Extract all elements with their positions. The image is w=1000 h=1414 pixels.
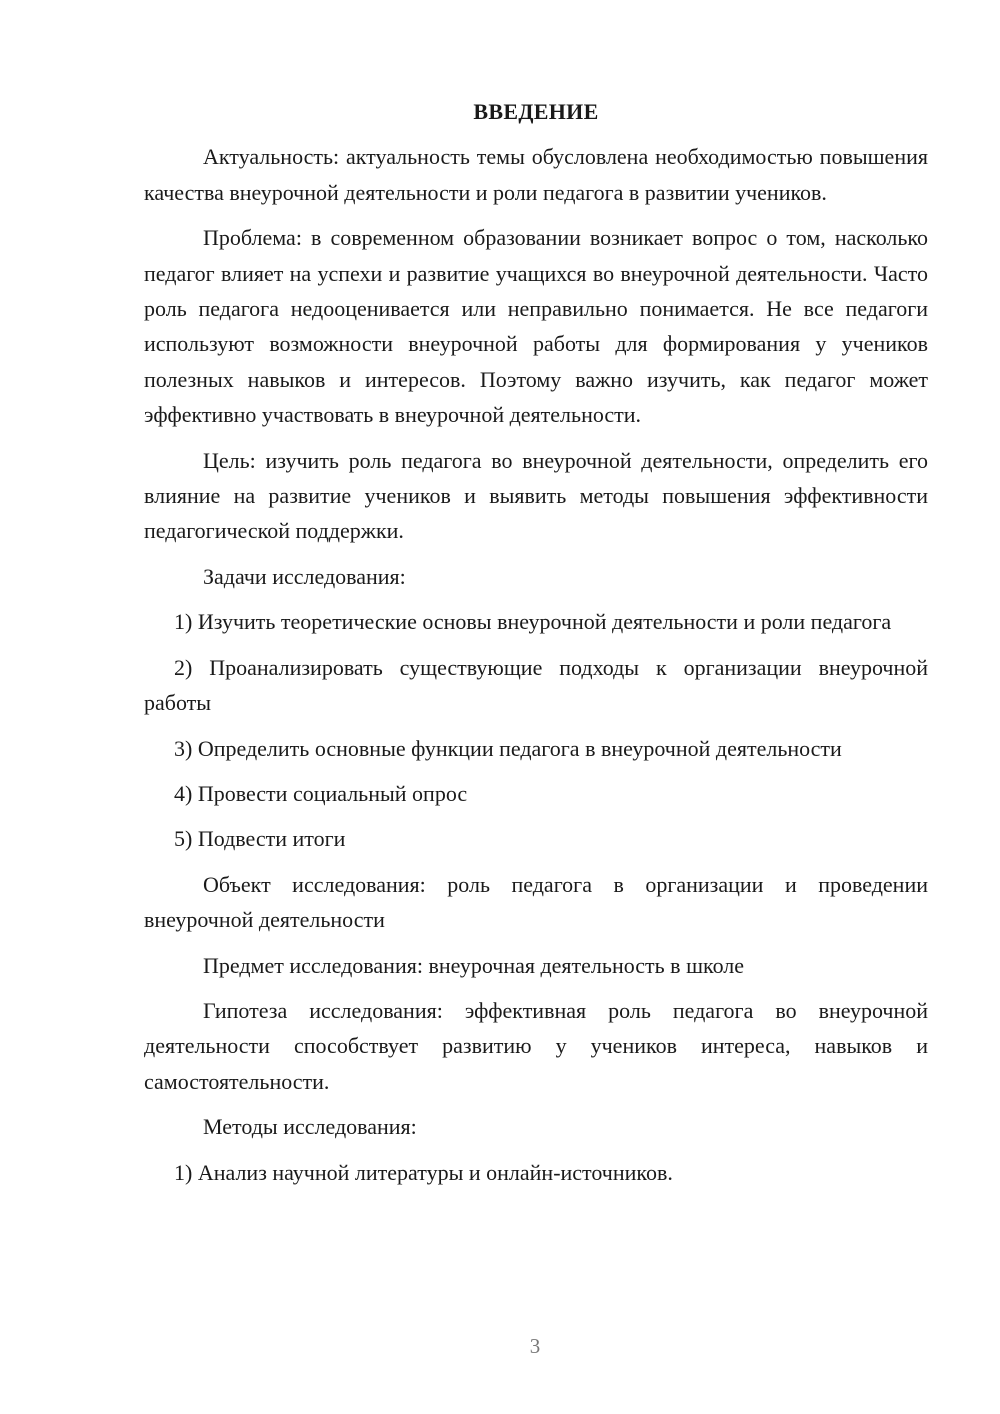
page-content bbox=[144, 94, 928, 1200]
task-item: 5) Подвести итоги bbox=[174, 826, 346, 852]
section-title: ВВЕДЕНИЕ bbox=[473, 99, 599, 124]
tasks-heading: Задачи исследования: bbox=[203, 563, 406, 589]
task-item: 1) Изучить теоретические основы внеурочной деятельности и роли педагога bbox=[174, 609, 892, 635]
hypothesis-paragraph: Гипотеза исследования: эффективная роль педагога во внеурочной деятельности способствует развитию у учеников интереса, навыков и самостоятельности. bbox=[144, 997, 928, 1094]
goal-paragraph: Цель: изучить роль педагога во внеурочной деятельности, определить его влияние на развитие учеников и выявить методы повышения эффективности педагогической поддержки. bbox=[144, 447, 928, 544]
task-item: 2) Проанализировать существующие подходы к организации внеурочной работы bbox=[144, 654, 928, 716]
problem-paragraph: Проблема: в современном образовании возникает вопрос о том, насколько педагог влияет на успехи и развитие учащихся во внеурочной деятельности. Часто роль педагога недооценивается или неправильно понимается. Не все педагоги используют возможности внеурочной работы для формирования у учеников полезных навыков и интересов. Поэтому важно изучить, как педагог может эффективно участвовать в внеурочной деятельности. bbox=[144, 225, 928, 428]
object-paragraph: Объект исследования: роль педагога в организации и проведении внеурочной деятельности bbox=[144, 871, 928, 933]
page-number: 3 bbox=[529, 1334, 541, 1358]
task-item: 3) Определить основные функции педагога в внеурочной деятельности bbox=[174, 735, 842, 761]
task-item: 4) Провести социальный опрос bbox=[174, 780, 468, 806]
method-item: 1) Анализ научной литературы и онлайн-источников. bbox=[174, 1159, 673, 1185]
methods-heading: Методы исследования: bbox=[203, 1114, 417, 1140]
relevance-paragraph: Актуальность: актуальность темы обусловлена необходимостью повышения качества внеурочной деятельности и роли педагога в развитии учеников. bbox=[144, 144, 928, 205]
subject-paragraph: Предмет исследования: внеурочная деятельность в школе bbox=[203, 952, 745, 978]
